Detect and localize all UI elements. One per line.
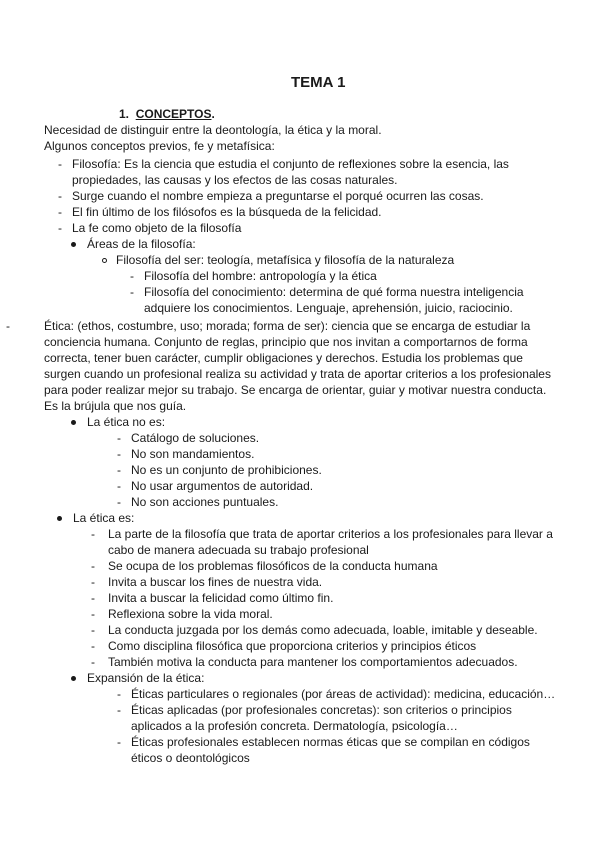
dash-bullet: - — [58, 221, 62, 235]
intro-line: Algunos conceptos previos, fe y metafísica: — [44, 139, 275, 153]
dash-bullet: - — [58, 205, 62, 219]
dash-bullet: - — [91, 591, 95, 605]
dash-bullet: - — [6, 319, 10, 333]
list-item-text: Éticas aplicadas (por profesionales concretas): son criterios o principios — [131, 703, 512, 717]
list-item-text: La conducta juzgada por los demás como adecuada, loable, imitable y deseable. — [108, 623, 538, 637]
list-item-text: Filosofía del conocimiento: determina de qué forma nuestra inteligencia — [144, 285, 524, 299]
list-item-text: éticos o deontológicos — [131, 751, 250, 765]
list-item-text: cabo de manera adecuada su trabajo profesional — [108, 543, 369, 557]
list-item-text: La parte de la filosofía que trata de aportar criterios a los profesionales para llevar a — [108, 527, 553, 541]
bullet-dot — [71, 242, 76, 247]
dash-bullet: - — [117, 495, 121, 509]
dash-bullet: - — [117, 703, 121, 717]
bullet-dot — [71, 420, 76, 425]
section-title-period: . — [211, 107, 215, 121]
dash-bullet: - — [91, 559, 95, 573]
list-item-text: No usar argumentos de autoridad. — [131, 479, 314, 493]
list-item-text: Filosofía del hombre: antropología y la ética — [144, 269, 377, 283]
dash-bullet: - — [130, 285, 134, 299]
dash-bullet: - — [58, 189, 62, 203]
list-item-text: No son mandamientos. — [131, 447, 255, 461]
list-item-text: Invita a buscar los fines de nuestra vida. — [108, 575, 323, 589]
list-item-text: También motiva la conducta para mantener los comportamientos adecuados. — [108, 655, 518, 669]
dash-bullet: - — [117, 479, 121, 493]
list-item-text: Filosofía: Es la ciencia que estudia el conjunto de reflexiones sobre la esencia, las — [72, 157, 509, 171]
list-item-text: Surge cuando el nombre empieza a preguntarse el porqué ocurren las cosas. — [72, 189, 484, 203]
list-item-text: Se ocupa de los problemas filosóficos de la conducta humana — [108, 559, 438, 573]
list-item-text: Filosofía del ser: teología, metafísica y filosofía de la naturaleza — [116, 253, 455, 267]
dash-bullet: - — [91, 623, 95, 637]
paragraph-line: conciencia humana. Conjunto de reglas, principio que nos invitan a comportarnos de forma — [44, 335, 528, 349]
list-item-text: adquiere los conocimientos. Lenguaje, aprehensión, juicio, raciocinio. — [144, 301, 513, 315]
intro-line: Necesidad de distinguir entre la deontología, la ética y la moral. — [44, 123, 382, 137]
list-item-text: Áreas de la filosofía: — [87, 237, 196, 251]
dash-bullet: - — [58, 157, 62, 171]
bullet-dot — [57, 516, 62, 521]
paragraph-line: Es la brújula que nos guía. — [44, 399, 187, 413]
dash-bullet: - — [117, 735, 121, 749]
section-heading — [119, 106, 215, 122]
dash-bullet: - — [117, 431, 121, 445]
dash-bullet: - — [117, 687, 121, 701]
list-item-text: La fe como objeto de la filosofía — [72, 221, 242, 235]
list-item-text: Éticas profesionales establecen normas éticas que se compilan en códigos — [131, 735, 530, 749]
section-title: CONCEPTOS — [135, 107, 212, 121]
list-item-text: No son acciones puntuales. — [131, 495, 279, 509]
bullet-dot — [71, 676, 76, 681]
paragraph-line: Ética: (ethos, costumbre, uso; morada; forma de ser): ciencia que se encarga de estudiar la — [44, 319, 531, 333]
list-item-text: No es un conjunto de prohibiciones. — [131, 463, 322, 477]
bullet-circle — [102, 258, 107, 263]
page-title: TEMA 1 — [291, 74, 346, 91]
paragraph-line: correcta, tener buen carácter, cumplir obligaciones y derechos. Estudia los problemas que — [44, 351, 523, 365]
list-item-text: propiedades, las causas y los efectos de las cosas naturales. — [72, 173, 398, 187]
list-item-text: Catálogo de soluciones. — [131, 431, 260, 445]
list-item-text: La ética no es: — [87, 415, 166, 429]
list-item-text: Como disciplina filosófica que proporciona criterios y principios éticos — [108, 639, 477, 653]
dash-bullet: - — [91, 575, 95, 589]
section-number: 1. — [119, 107, 130, 121]
dash-bullet: - — [91, 527, 95, 541]
list-item-text: Expansión de la ética: — [87, 671, 205, 685]
dash-bullet: - — [117, 447, 121, 461]
list-item-text: Reflexiona sobre la vida moral. — [108, 607, 273, 621]
paragraph-line: para poder realizar mejor su trabajo. Se encarga de orientar, guiar y motivar nuestra conducta. — [44, 383, 547, 397]
list-item-text: aplicados a la profesión concreta. Dermatología, psicología… — [131, 719, 458, 733]
dash-bullet: - — [91, 607, 95, 621]
list-item-text: Invita a buscar la felicidad como último fin. — [108, 591, 334, 605]
dash-bullet: - — [130, 269, 134, 283]
dash-bullet: - — [117, 463, 121, 477]
list-item-text: Éticas particulares o regionales (por áreas de actividad): medicina, educación… — [131, 687, 556, 701]
list-item-text: El fin último de los filósofos es la búsqueda de la felicidad. — [72, 205, 382, 219]
paragraph-line: surgen cuando un profesional realiza su actividad y trata de aportar criterios a los profesionales — [44, 367, 551, 381]
dash-bullet: - — [91, 639, 95, 653]
dash-bullet: - — [91, 655, 95, 669]
list-item-text: La ética es: — [73, 511, 135, 525]
